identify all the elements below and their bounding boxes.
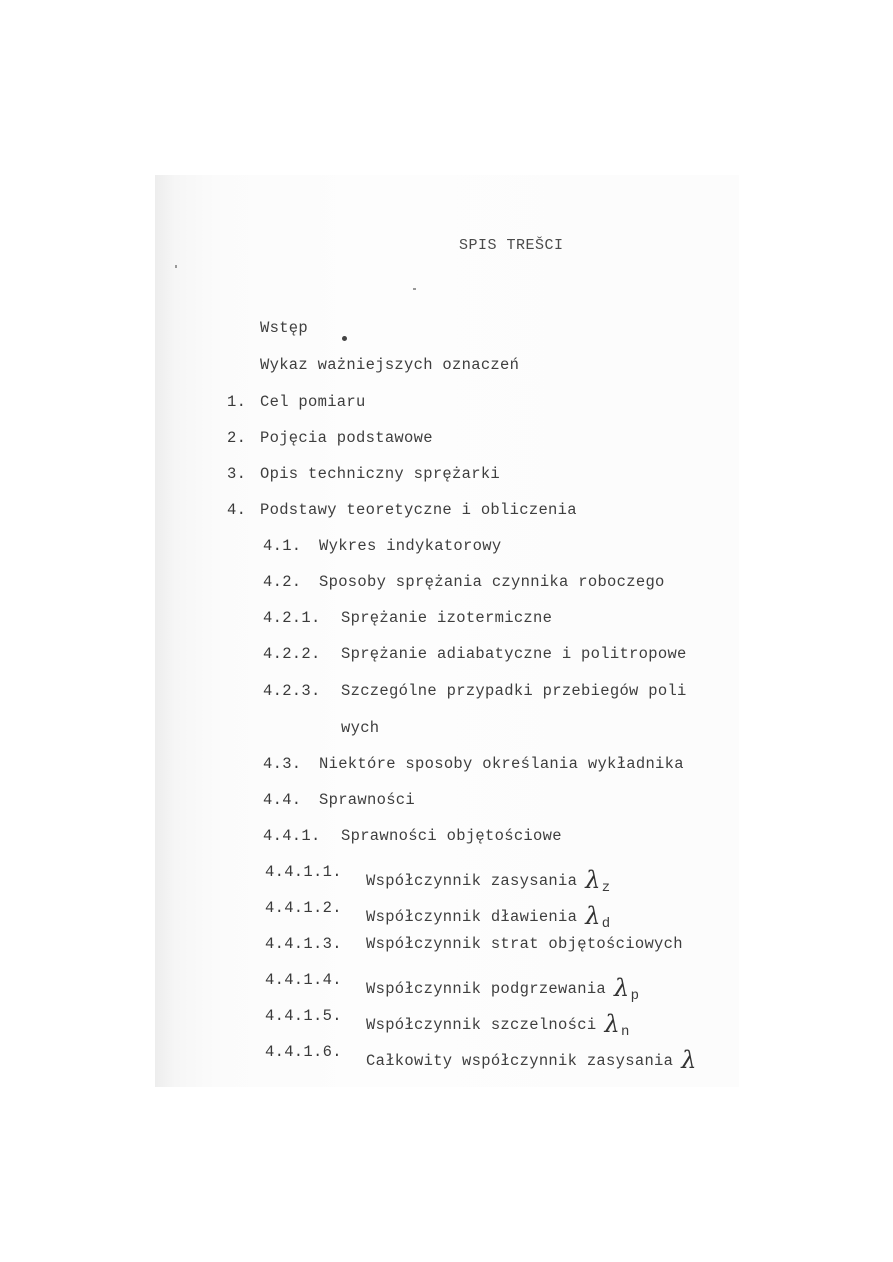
toc-entry-number: 4.2.1. bbox=[263, 609, 321, 627]
toc-entry-number: 4.1. bbox=[263, 537, 302, 555]
toc-entry-number: 3. bbox=[227, 465, 247, 483]
toc-entry bbox=[263, 609, 553, 627]
toc-entry-number: 4.3. bbox=[263, 755, 302, 773]
toc-entry-number: 4.4.1.6. bbox=[265, 1043, 342, 1061]
toc-entry-number: 1. bbox=[227, 393, 247, 411]
toc-entry bbox=[265, 863, 611, 896]
toc-entry-text bbox=[366, 1043, 697, 1074]
toc-entry-text bbox=[366, 899, 611, 932]
toc-entry-text: Współczynnik strat objętościowych bbox=[366, 935, 683, 953]
toc-entry bbox=[265, 899, 611, 932]
toc-entry-label: Współczynnik dławienia bbox=[366, 908, 578, 926]
toc-entry-text: Sprawności bbox=[319, 791, 416, 809]
toc-entry bbox=[227, 465, 501, 483]
toc-entry-text: wych bbox=[341, 719, 380, 737]
paper-speck bbox=[175, 265, 177, 268]
toc-entry bbox=[263, 755, 684, 773]
toc-entry-label: Całkowity współczynnik zasysania bbox=[366, 1052, 674, 1070]
toc-entry-number: 4.4.1. bbox=[263, 827, 321, 845]
toc-entry-number: 4.4.1.2. bbox=[265, 899, 342, 917]
toc-entry bbox=[260, 319, 308, 337]
lambda-symbol: λ bbox=[681, 1046, 697, 1074]
toc-entry-text: Sprężanie adiabatyczne i politropowe bbox=[341, 645, 687, 663]
ink-dot bbox=[342, 336, 347, 341]
toc-entry bbox=[265, 935, 683, 953]
lambda-symbol: λ bbox=[614, 974, 630, 1002]
toc-entry bbox=[263, 791, 416, 809]
toc-entry-text: Sprawności objętościowe bbox=[341, 827, 562, 845]
toc-entry-number: 4.4.1.5. bbox=[265, 1007, 342, 1025]
toc-entry-text bbox=[366, 1007, 630, 1040]
toc-entry-label: Współczynnik szczelności bbox=[366, 1016, 597, 1034]
toc-entry-text: Podstawy teoretyczne i obliczenia bbox=[260, 501, 577, 519]
toc-entry bbox=[263, 682, 687, 700]
lambda-symbol: λ bbox=[585, 902, 601, 930]
toc-entry-number: 4.4.1.3. bbox=[265, 935, 342, 953]
toc-entry-number: 4.4. bbox=[263, 791, 302, 809]
toc-entry bbox=[263, 645, 687, 663]
toc-entry-number: 2. bbox=[227, 429, 247, 447]
subscript: d bbox=[601, 916, 611, 932]
toc-entry-text: Niektóre sposoby określania wykładnika bbox=[319, 755, 684, 773]
toc-entry-text: Sposoby sprężania czynnika roboczego bbox=[319, 573, 665, 591]
toc-entry-text: Wykres indykatorowy bbox=[319, 537, 502, 555]
toc-entry bbox=[263, 573, 665, 591]
toc-entry-text: Wykaz ważniejszych oznaczeń bbox=[260, 356, 520, 374]
toc-entry bbox=[265, 1007, 630, 1040]
toc-entry-number: 4.2.3. bbox=[263, 682, 321, 700]
toc-entry bbox=[263, 537, 502, 555]
toc-entry bbox=[260, 356, 519, 374]
toc-entry-continuation bbox=[341, 719, 379, 737]
toc-entry-text bbox=[366, 971, 640, 1004]
subscript: p bbox=[630, 988, 640, 1004]
toc-entry-number: 4. bbox=[227, 501, 247, 519]
toc-entry-text: Sprężanie izotermiczne bbox=[341, 609, 553, 627]
toc-entry-text: Opis techniczny sprężarki bbox=[260, 465, 501, 483]
toc-entry bbox=[263, 827, 562, 845]
toc-entry-number: 4.2.2. bbox=[263, 645, 321, 663]
toc-entry-text: Cel pomiaru bbox=[260, 393, 366, 411]
toc-entry-text: Szczególne przypadki przebiegów poli bbox=[341, 682, 687, 700]
toc-entry-text bbox=[366, 863, 611, 896]
toc-entry-number: 4.2. bbox=[263, 573, 302, 591]
subscript: z bbox=[601, 880, 611, 896]
toc-entry-label: Współczynnik podgrzewania bbox=[366, 980, 607, 998]
scanned-page bbox=[155, 175, 739, 1087]
toc-entry bbox=[265, 1043, 697, 1074]
lambda-symbol: λ bbox=[604, 1010, 620, 1038]
toc-entry bbox=[227, 393, 366, 411]
toc-entry bbox=[227, 501, 577, 519]
paper-speck bbox=[413, 288, 416, 290]
toc-entry-text: Wstęp bbox=[260, 319, 309, 337]
lambda-symbol: λ bbox=[585, 866, 601, 894]
toc-entry-number: 4.4.1.4. bbox=[265, 971, 342, 989]
toc-entry-label: Współczynnik zasysania bbox=[366, 872, 578, 890]
toc-entry-number: 4.4.1.1. bbox=[265, 863, 342, 881]
subscript: n bbox=[620, 1024, 630, 1040]
toc-entry bbox=[265, 971, 640, 1004]
toc-entry-text: Pojęcia podstawowe bbox=[260, 429, 433, 447]
page-title: SPIS TREŠCI bbox=[459, 237, 564, 254]
toc-entry bbox=[227, 429, 433, 447]
